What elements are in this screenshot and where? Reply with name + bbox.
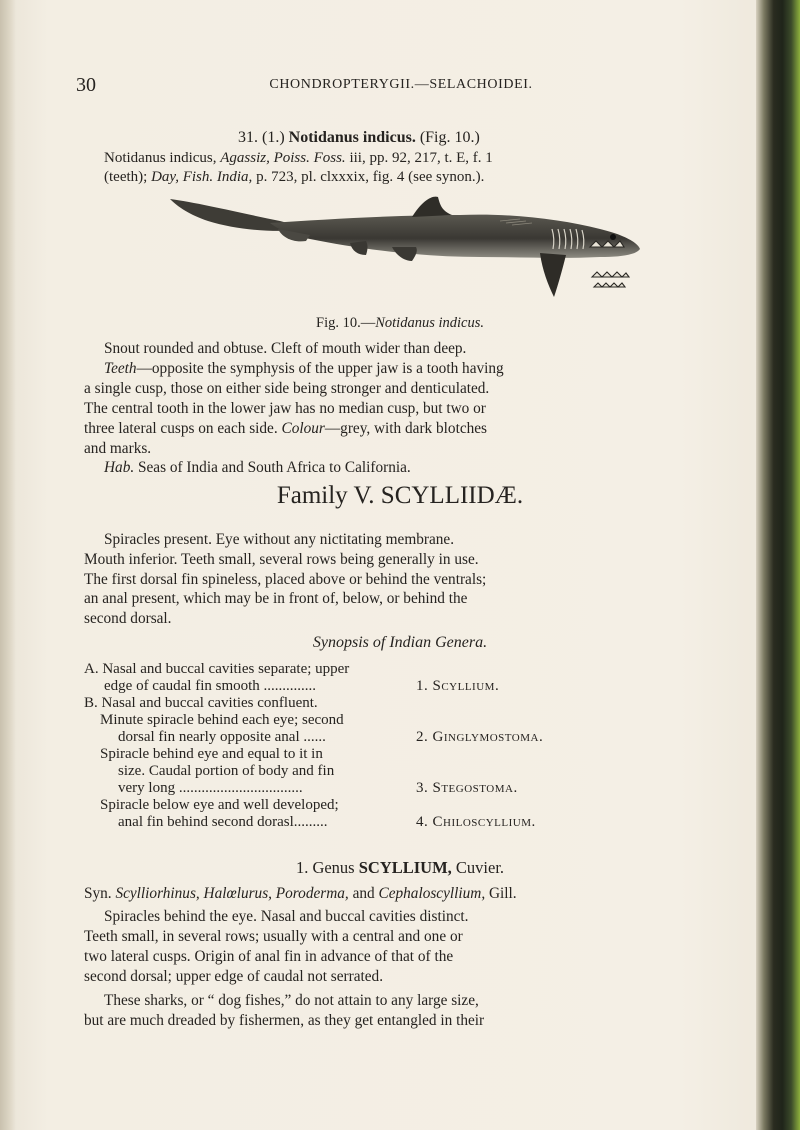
habitat-line: Hab. Seas of India and South Africa to California. [104,459,411,476]
synopsis-b4: Spiracle behind eye and equal to it in [100,746,323,762]
synopsis-b7: Spiracle below eye and well developed; [100,797,339,813]
family-line-3: The first dorsal fin spineless, placed above or behind the ventrals; [84,571,487,588]
synopsis-b8-result: 4. Chiloscyllium. [416,814,536,830]
species-name: Notidanus indicus. [288,129,416,146]
book-spine [756,0,800,1130]
description-line-6: and marks. [84,440,152,457]
genus-line-1: Spiracles behind the eye. Nasal and buccal cavities distinct. [104,908,469,925]
family-line-1: Spiracles present. Eye without any nictitating membrane. [104,531,455,548]
species-index: (1.) [262,129,285,146]
synopsis-b8: anal fin behind second dorasl......... [118,814,328,830]
synopsis-b5: size. Caudal portion of body and fin [118,763,335,779]
synopsis-b6-result: 3. Stegostoma. [416,780,518,796]
shark-illustration [160,185,660,310]
page-left-edge [0,0,16,1130]
synopsis-b3: dorsal fin nearly opposite anal ...... [118,729,326,745]
page-number: 30 [76,74,96,96]
family-title: Family V. SCYLLIIDÆ. [276,482,524,509]
genus-line-2: Teeth small, in several rows; usually with a central and one or [84,928,463,945]
species-number: 31. [238,129,258,146]
species-title [238,129,480,147]
page-header [76,74,726,104]
synopsis-b3-result: 2. Ginglymostoma. [416,729,544,745]
synopsis-a-result: 1. Scyllium. [416,678,500,694]
family-line-5: second dorsal. [84,610,172,627]
synopsis-b6: very long ................................. [118,780,303,796]
genus-line-4: second dorsal; upper edge of caudal not serrated. [84,968,384,985]
description-line-4: The central tooth in the lower jaw has no median cusp, but two or [84,400,486,417]
description-line-3: a single cusp, those on either side being stronger and denticulated. [84,380,490,397]
species-synonymy-line-2: (teeth); Day, Fish. India, p. 723, pl. clxxxix, fig. 4 (see synon.). [104,169,485,185]
synopsis-a2: edge of caudal fin smooth .............. [104,678,317,694]
genus-synonymy: Syn. Scylliorhinus, Halœlurus, Poroderma, and Cephaloscyllium, Gill. [84,885,517,902]
description-line-5: three lateral cusps on each side. Colour—grey, with dark blotches [84,420,488,437]
genus-title: 1. Genus SCYLLIUM, Cuvier. [295,858,505,877]
synopsis-b1: B. Nasal and buccal cavities confluent. [84,695,318,711]
species-figure-ref: (Fig. 10.) [419,129,480,146]
description-line-2: Teeth—opposite the symphysis of the upper jaw is a tooth having [104,360,504,377]
shark-drawing [160,185,660,310]
genus-line-5: These sharks, or “ dog fishes,” do not attain to any large size, [104,992,479,1009]
figure-caption: Fig. 10.—Notidanus indicus. [316,315,484,331]
synopsis-b2: Minute spiracle behind each eye; second [100,712,344,728]
running-head: CHONDROPTERYGII.—SELACHOIDEI. [269,77,533,92]
genus-line-6: but are much dreaded by fishermen, as they get entangled in their [84,1012,485,1029]
description-line-1: Snout rounded and obtuse. Cleft of mouth wider than deep. [104,340,467,357]
family-line-4: an anal present, which may be in front of, below, or behind the [84,590,468,607]
species-synonymy-line-1: Notidanus indicus, Agassiz, Poiss. Foss. iii, pp. 92, 217, t. E, f. 1 [104,150,493,166]
genus-line-3: two lateral cusps. Origin of anal fin in advance of that of the [84,948,454,965]
synopsis-a1: A. Nasal and buccal cavities separate; upper [84,661,350,677]
synopsis-title: Synopsis of Indian Genera. [312,634,488,651]
family-line-2: Mouth inferior. Teeth small, several rows being generally in use. [84,551,479,568]
